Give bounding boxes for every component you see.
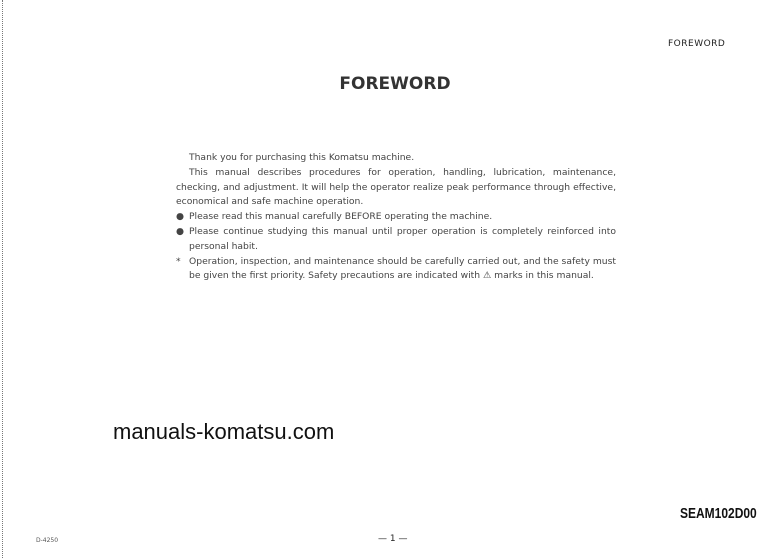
paragraph: This manual describes procedures for operation, handling, lubrication, maintenance, checking, and adjustment. It will help the operator realize peak performance through effective, economical and safe machine operation. [176, 166, 616, 208]
watermark-link[interactable]: manuals-komatsu.com [113, 419, 335, 444]
bullet-item: * Operation, inspection, and maintenance should be carefully carried out, and the safety must be given the first priority. Safety precautions are indicated with ⚠ marks in this manual. [176, 255, 616, 282]
paragraph: Thank you for purchasing this Komatsu machine. [189, 152, 415, 163]
footer-code: D-4250 [36, 537, 59, 544]
bullet-icon: ● [176, 225, 185, 237]
asterisk-icon: * [176, 255, 181, 267]
bullet-icon: ● [176, 211, 185, 223]
document-code: SEAM102D00 [680, 505, 757, 522]
page-number: — 1 — [378, 534, 408, 544]
running-header: FOREWORD [668, 39, 726, 49]
page-title: FOREWORD [339, 74, 451, 94]
foreword-body [176, 151, 616, 284]
bullet-item: ● Please continue studying this manual until proper operation is completely reinforced into personal habit. [176, 225, 616, 252]
bullet-item: ● Please read this manual carefully BEFORE operating the machine. [176, 210, 616, 225]
